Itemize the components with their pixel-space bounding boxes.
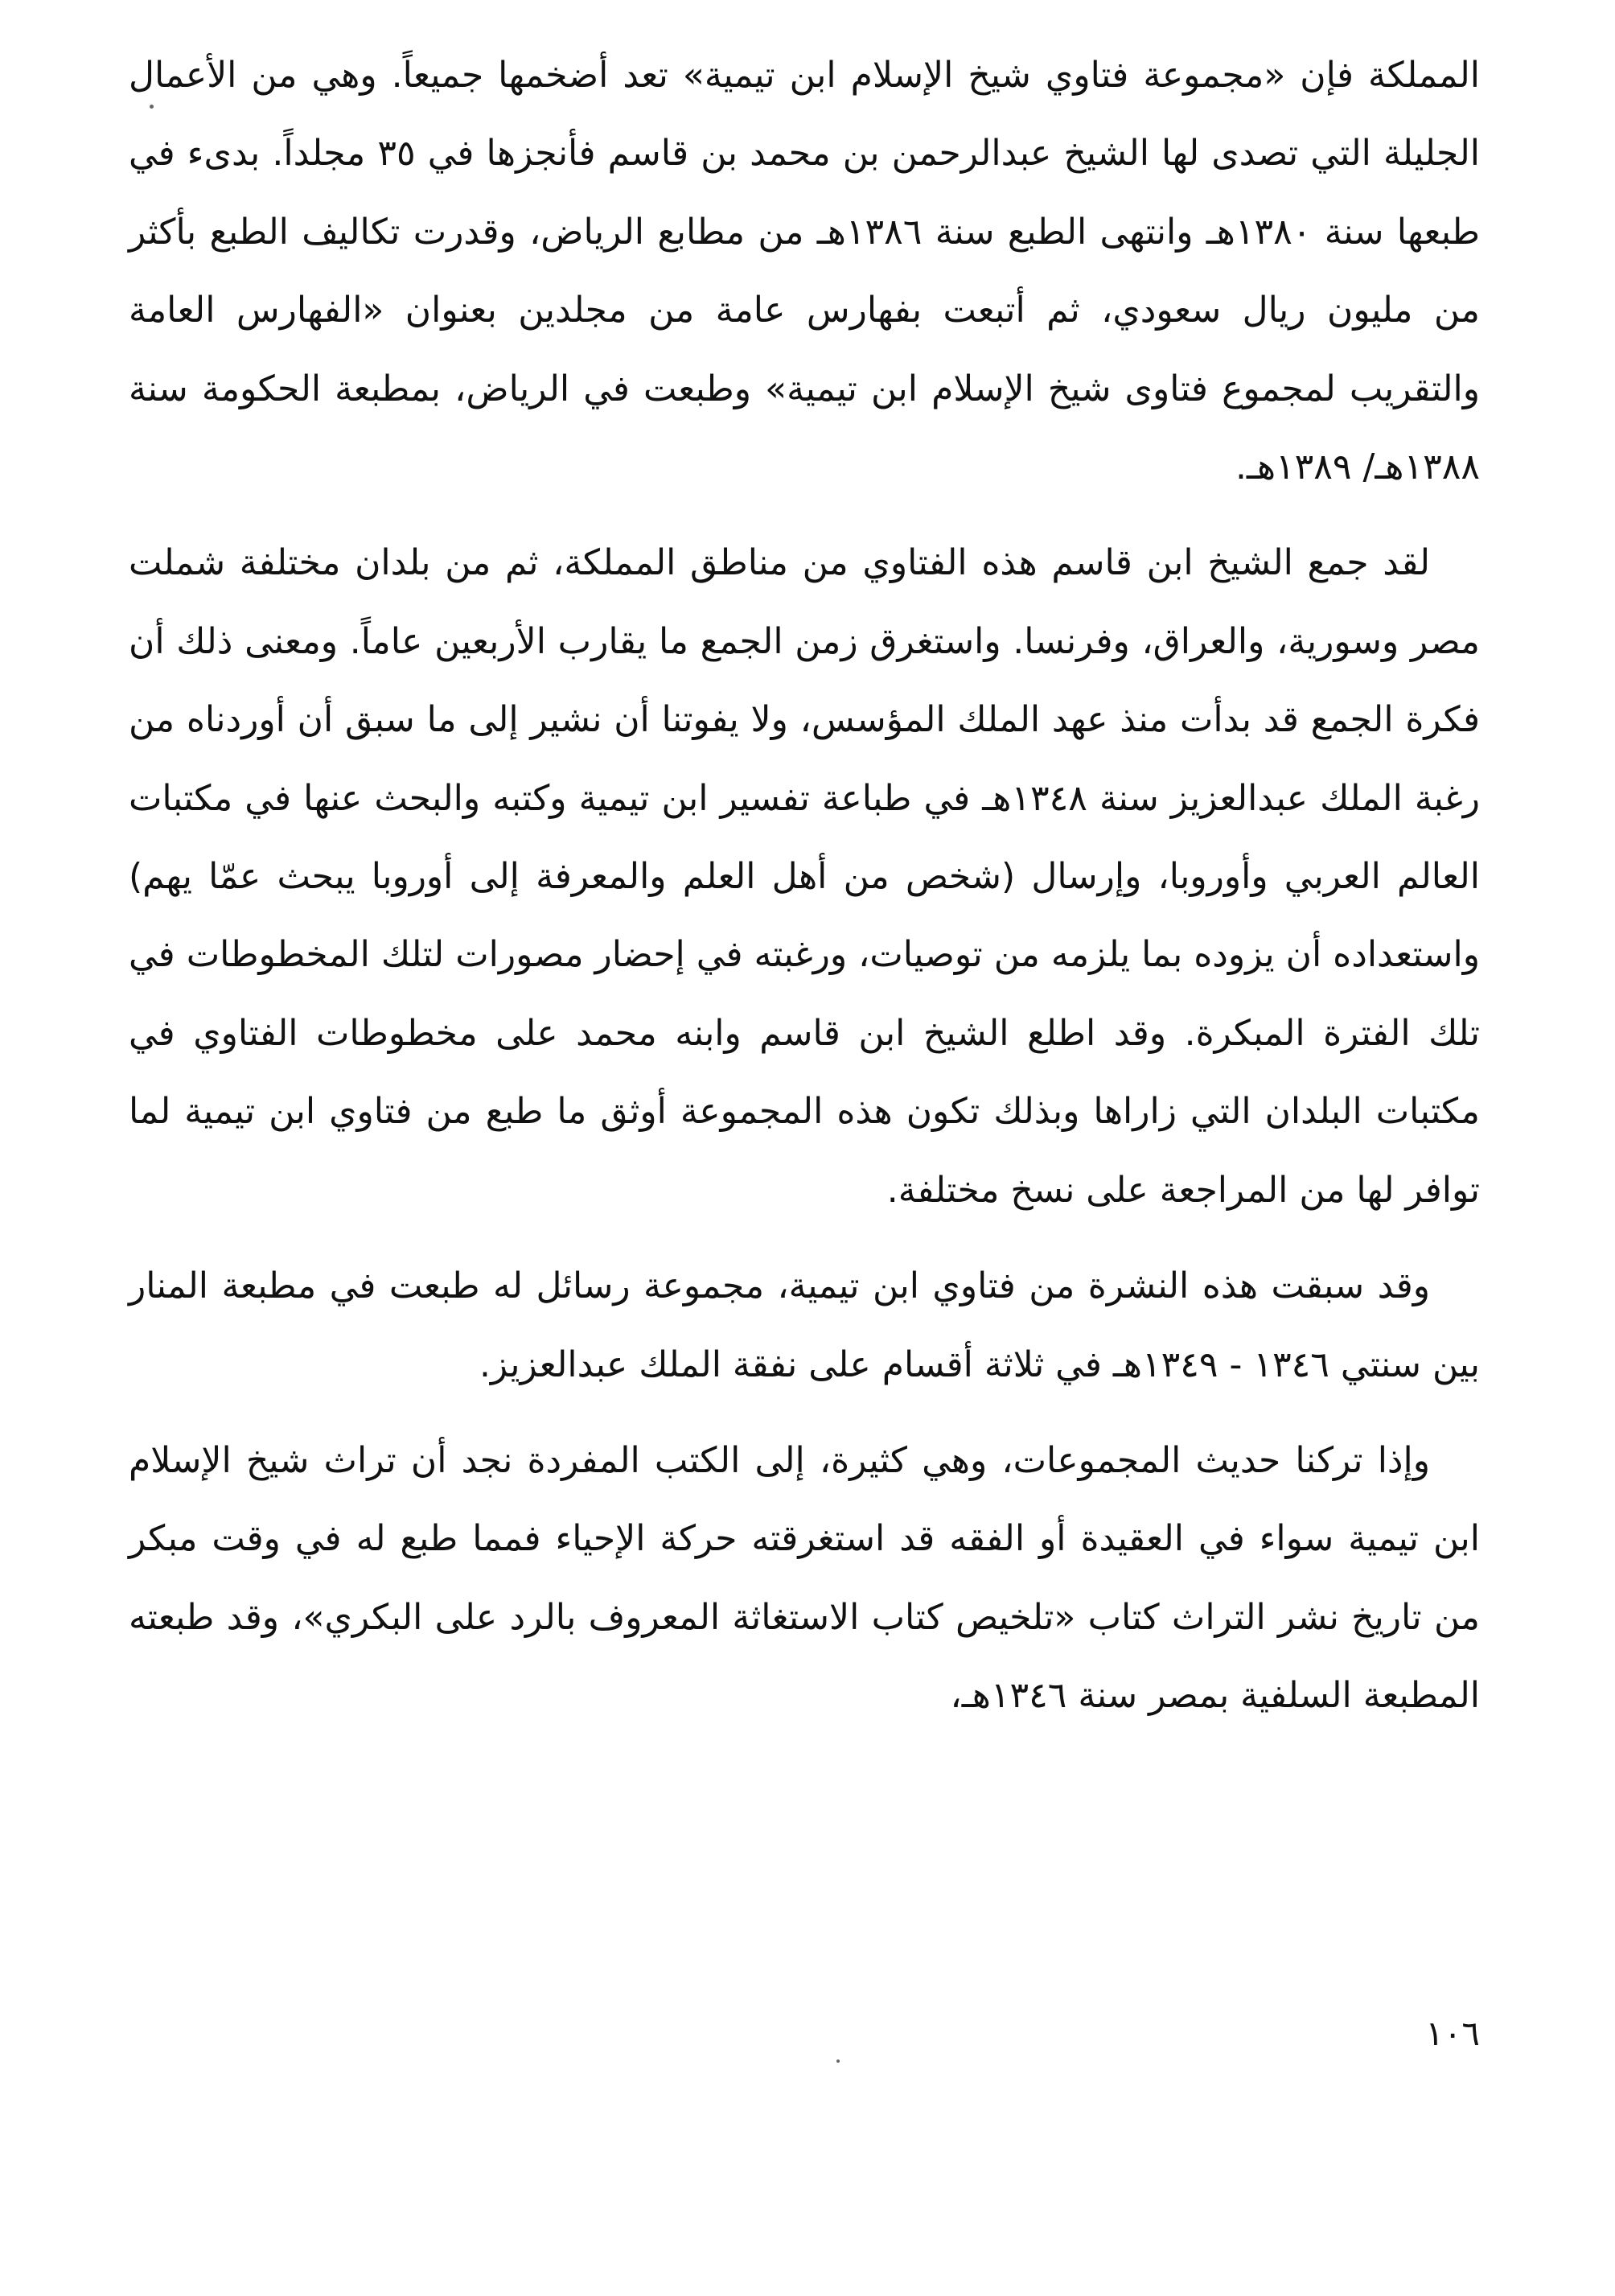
paragraph-1: المملكة فإن «مجموعة فتاوي شيخ الإسلام ابن تيمية» تعد أضخمها جميعاً. وهي من الأعمال الجليلة التي تصدى لها الشيخ عبدالرحمن بن محمد بن قاسم فأنجزها في ٣٥ مجلداً. بدىء في طبعها سنة ١٣٨٠هـ وانتهى الطبع سنة ١٣٨٦هـ من مطابع الرياض، وقدرت تكاليف الطبع بأكثر من مليون ريال سعودي، ثم أتبعت بفهارس عامة من مجلدين بعنوان «الفهارس العامة والتقريب لمجموع فتاوى شيخ الإسلام ابن تيمية» وطبعت في الرياض، بمطبعة الحكومة سنة ١٣٨٨هـ/ ١٣٨٩هـ. — [129, 55, 1481, 488]
paragraph-3: وقد سبقت هذه النشرة من فتاوي ابن تيمية، مجموعة رسائل له طبعت في مطبعة المنار بين سنتي ١٣٤٦ - ١٣٤٩هـ في ثلاثة أقسام على نفقة الملك عبدالعزيز. — [129, 1265, 1480, 1385]
page-number: ١٠٦ — [1425, 2014, 1480, 2053]
paragraph-2: لقد جمع الشيخ ابن قاسم هذه الفتاوي من مناطق المملكة، ثم من بلدان مختلفة شملت مصر وسورية، والعراق، وفرنسا. واستغرق زمن الجمع ما يقارب الأربعين عاماً. ومعنى ذلك أن فكرة الجمع قد بدأت منذ عهد الملك المؤسس، ولا يفوتنا أن نشير إلى ما سبق أن أوردناه من رغبة الملك عبدالعزيز سنة ١٣٤٨هـ في طباعة تفسير ابن تيمية وكتبه والبحث عنها في مكتبات العالم العربي وأوروبا، وإرسال (شخص من أهل العلم والمعرفة إلى أوروبا يبحث عمّا يهم) واستعداده أن يزوده بما يلزمه من توصيات، ورغبته في إحضار مصورات لتلك المخطوطات في تلك الفترة المبكرة. وقد اطلع الشيخ ابن قاسم وابنه محمد على مخطوطات الفتاوي في مكتبات البلدان التي زاراها وبذلك تكون هذه المجموعة أوثق ما طبع من فتاوي ابن تيمية لما توافر لها من المراجعة على نسخ مختلفة. — [129, 542, 1481, 1211]
body-text — [129, 36, 1480, 1735]
paragraph-4: وإذا تركنا حديث المجموعات، وهي كثيرة، إلى الكتب المفردة نجد أن تراث شيخ الإسلام ابن تيمية سواء في العقيدة أو الفقه قد استغرقته حركة الإحياء فمما طبع له في وقت مبكر من تاريخ نشر التراث كتاب «تلخيص كتاب الاستغاثة المعروف بالرد على البكري»، وقد طبعته المطبعة السلفية بمصر سنة ١٣٤٦هـ، — [129, 1439, 1480, 1717]
scan-mark — [836, 2059, 840, 2063]
scan-mark — [150, 105, 154, 109]
